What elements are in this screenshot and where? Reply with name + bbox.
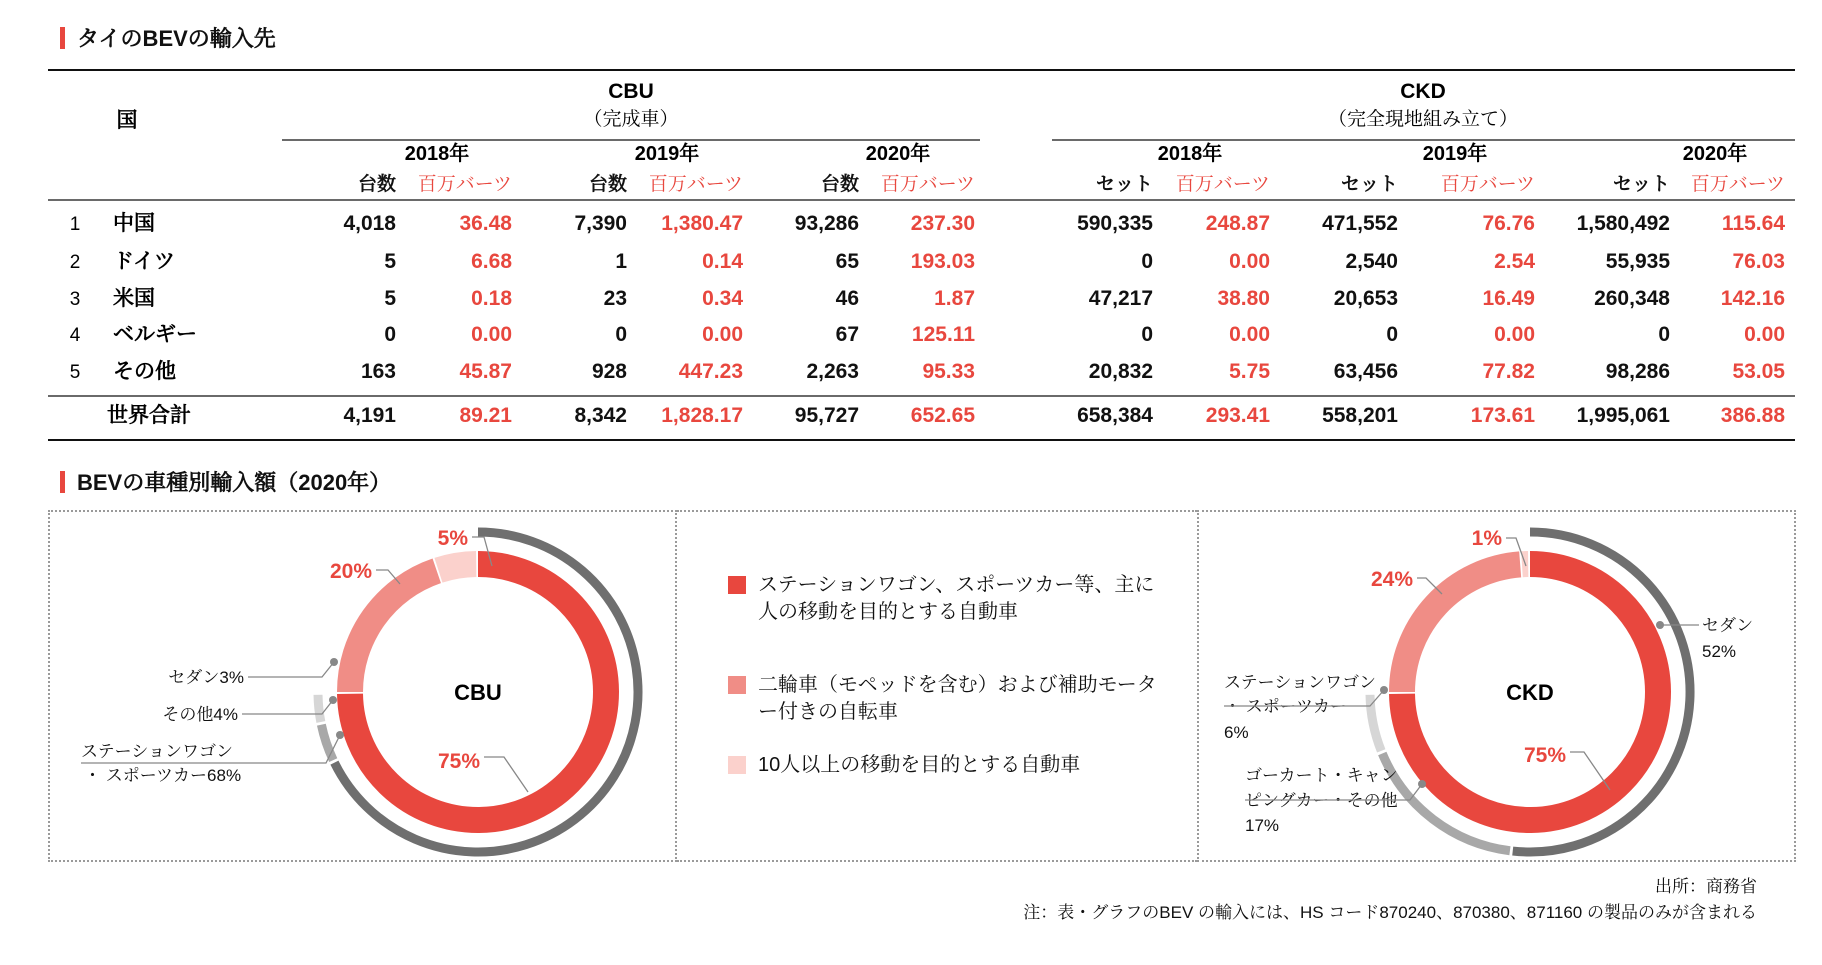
row-rank: 3	[69, 289, 81, 310]
legend-swatch	[728, 576, 746, 594]
ckd-pct-label: 24%	[1370, 568, 1413, 591]
table-cell: 53.05	[1732, 360, 1785, 383]
table-cell: 2,263	[806, 360, 859, 383]
table-cell: 20,832	[1088, 360, 1153, 383]
cbu-pct-label: 5%	[437, 527, 468, 550]
legend-label: 二輪車（モペッドを含む）および補助モーター付きの自転車	[758, 674, 1157, 723]
unit-header: 台数	[820, 174, 859, 195]
row-country: ベルギー	[113, 323, 197, 346]
cbu-title: CBU	[608, 80, 654, 103]
ckd-outer-label: 17%	[1245, 816, 1280, 835]
table-cell: 4,018	[343, 212, 396, 235]
unit-header: 百万バーツ	[1175, 174, 1270, 195]
cbu-inner-slice	[350, 571, 437, 692]
total-cell: 173.61	[1470, 404, 1535, 427]
table-cell: 67	[835, 323, 859, 346]
unit-header: セット	[1095, 174, 1153, 195]
table-cell: 1	[615, 250, 627, 273]
table-cell: 0.00	[1744, 323, 1785, 346]
leader-dot	[1418, 780, 1426, 788]
unit-header: セット	[1612, 174, 1670, 195]
cbu-inner-slice	[438, 564, 476, 570]
row-rank: 5	[69, 362, 81, 383]
ckd-outer-label: ステーションワゴン	[1224, 673, 1376, 692]
total-cell: 658,384	[1077, 404, 1153, 427]
table-cell: 0.00	[471, 323, 512, 346]
row-rank: 1	[69, 214, 81, 235]
total-cell: 8,342	[574, 404, 627, 427]
year-header: 2019年	[1422, 143, 1488, 165]
row-country: 中国	[113, 212, 155, 235]
row-rank: 2	[69, 252, 81, 273]
ckd-subtitle: （完全現地組み立て）	[1327, 109, 1519, 130]
table-cell: 5.75	[1229, 360, 1270, 383]
total-cell: 1,828.17	[661, 404, 743, 427]
unit-header: 百万バーツ	[1440, 174, 1535, 195]
table-cell: 16.49	[1482, 287, 1535, 310]
cbu-outer-slice	[321, 725, 333, 760]
leader-dot	[1380, 686, 1388, 694]
row-country: 米国	[113, 287, 155, 310]
legend-swatch	[728, 676, 746, 694]
cbu-pct-label: 20%	[329, 560, 372, 583]
table-cell: 55,935	[1605, 250, 1670, 273]
table-cell: 0.18	[471, 287, 512, 310]
table-cell: 45.87	[459, 360, 512, 383]
table-cell: 5	[384, 250, 396, 273]
unit-header: 台数	[588, 174, 627, 195]
ckd-outer-label: ・ スポーツカー	[1224, 697, 1348, 716]
ckd-outer-label: ピングカー・その他	[1245, 791, 1398, 810]
footnote: 注：表・グラフのBEV の輸入には、HS コード870240、870380、871160 の製品のみが含まれる	[1023, 903, 1757, 922]
leader-dot	[1656, 621, 1664, 629]
table-cell: 6.68	[471, 250, 512, 273]
total-cell: 89.21	[459, 404, 512, 427]
table-cell: 95.33	[922, 360, 975, 383]
cbu-outer-slice	[318, 695, 321, 722]
year-header: 2019年	[634, 143, 700, 165]
total-cell: 386.88	[1720, 404, 1785, 427]
ckd-pct-label: 75%	[1523, 744, 1566, 767]
chart-title: BEVの車種別輸入額（2020年）	[77, 470, 392, 495]
table-cell: 76.76	[1482, 212, 1535, 235]
cbu-outer-label: その他4%	[162, 705, 238, 724]
country-header: 国	[116, 109, 138, 132]
table-cell: 0.00	[1229, 250, 1270, 273]
table-cell: 0	[615, 323, 627, 346]
table-cell: 38.80	[1217, 287, 1270, 310]
table-cell: 77.82	[1482, 360, 1535, 383]
ckd-pct-label: 1%	[1471, 527, 1502, 550]
table-cell: 0	[384, 323, 396, 346]
unit-header: 百万バーツ	[880, 174, 975, 195]
table-cell: 142.16	[1720, 287, 1785, 310]
table-cell: 447.23	[678, 360, 743, 383]
table-cell: 471,552	[1322, 212, 1398, 235]
ckd-center-label: CKD	[1506, 680, 1554, 705]
table-cell: 0.14	[702, 250, 743, 273]
leader-dot	[336, 731, 344, 739]
ckd-outer-label: セダン	[1702, 616, 1754, 635]
leader-line	[248, 662, 334, 677]
ckd-title: CKD	[1400, 80, 1446, 103]
ckd-inner-slice	[1402, 564, 1520, 692]
table-cell: 2,540	[1345, 250, 1398, 273]
table-cell: 590,335	[1077, 212, 1153, 235]
row-country: その他	[113, 360, 176, 383]
table-cell: 0.00	[1229, 323, 1270, 346]
cbu-outer-label: ステーションワゴン	[81, 742, 233, 761]
table-cell: 0	[1141, 250, 1153, 273]
table-cell: 0.34	[702, 287, 743, 310]
total-cell: 652.65	[910, 404, 975, 427]
table-cell: 928	[591, 360, 627, 383]
legend-swatch	[728, 756, 746, 774]
total-cell: 1,995,061	[1576, 404, 1670, 427]
table-title: タイのBEVの輸入先	[77, 26, 276, 51]
table-cell: 260,348	[1594, 287, 1670, 310]
year-header: 2020年	[1682, 143, 1748, 165]
total-cell: 95,727	[794, 404, 859, 427]
table-cell: 1,580,492	[1576, 212, 1670, 235]
cbu-subtitle: （完成車）	[583, 109, 679, 130]
table-cell: 237.30	[910, 212, 975, 235]
table-cell: 248.87	[1205, 212, 1270, 235]
ckd-outer-label: 6%	[1224, 723, 1249, 742]
cbu-pct-label: 75%	[437, 750, 480, 773]
table-cell: 115.64	[1721, 212, 1785, 235]
ckd-outer-label: ゴーカート・キャン	[1245, 766, 1398, 785]
year-header: 2018年	[404, 143, 470, 165]
table-cell: 47,217	[1088, 287, 1153, 310]
table-cell: 125.11	[911, 323, 975, 346]
total-cell: 558,201	[1322, 404, 1398, 427]
table-cell: 2.54	[1494, 250, 1535, 273]
table-cell: 1,380.47	[661, 212, 743, 235]
row-country: ドイツ	[113, 250, 175, 273]
table-cell: 36.48	[459, 212, 512, 235]
table-cell: 0.00	[702, 323, 743, 346]
table-cell: 63,456	[1333, 360, 1398, 383]
leader-dot	[330, 658, 338, 666]
row-rank: 4	[69, 325, 81, 346]
total-cell: 293.41	[1205, 404, 1270, 427]
table-cell: 0	[1141, 323, 1153, 346]
table-cell: 163	[360, 360, 396, 383]
source-note: 出所：商務省	[1655, 877, 1757, 896]
year-header: 2018年	[1157, 143, 1223, 165]
table-cell: 20,653	[1333, 287, 1398, 310]
table-cell: 193.03	[910, 250, 975, 273]
leader-line	[484, 757, 528, 792]
table-cell: 5	[384, 287, 396, 310]
unit-header: 百万バーツ	[1690, 174, 1785, 195]
leader-dot	[329, 696, 337, 704]
total-label: 世界合計	[107, 404, 191, 427]
table-cell: 23	[603, 287, 627, 310]
table-cell: 0	[1386, 323, 1398, 346]
unit-header: 台数	[357, 174, 396, 195]
legend-label: ステーションワゴン、スポーツカー等、主に人の移動を目的とする自動車	[758, 574, 1155, 623]
table-cell: 46	[835, 287, 859, 310]
year-header: 2020年	[865, 143, 931, 165]
table-cell: 93,286	[794, 212, 859, 235]
table-cell: 65	[835, 250, 859, 273]
table-cell: 0	[1658, 323, 1670, 346]
cbu-outer-label: ・ スポーツカー68%	[84, 766, 242, 785]
unit-header: 百万バーツ	[417, 174, 512, 195]
legend-label: 10人以上の移動を目的とする自動車	[758, 754, 1081, 776]
total-cell: 4,191	[343, 404, 396, 427]
cbu-center-label: CBU	[454, 680, 502, 705]
ckd-outer-label: 52%	[1702, 642, 1737, 661]
table-cell: 76.03	[1732, 250, 1785, 273]
table-cell: 0.00	[1494, 323, 1535, 346]
table-cell: 1.87	[934, 287, 975, 310]
table-cell: 98,286	[1605, 360, 1670, 383]
table-cell: 7,390	[574, 212, 627, 235]
unit-header: セット	[1340, 174, 1398, 195]
unit-header: 百万バーツ	[648, 174, 743, 195]
cbu-outer-label: セダン3%	[168, 668, 244, 687]
